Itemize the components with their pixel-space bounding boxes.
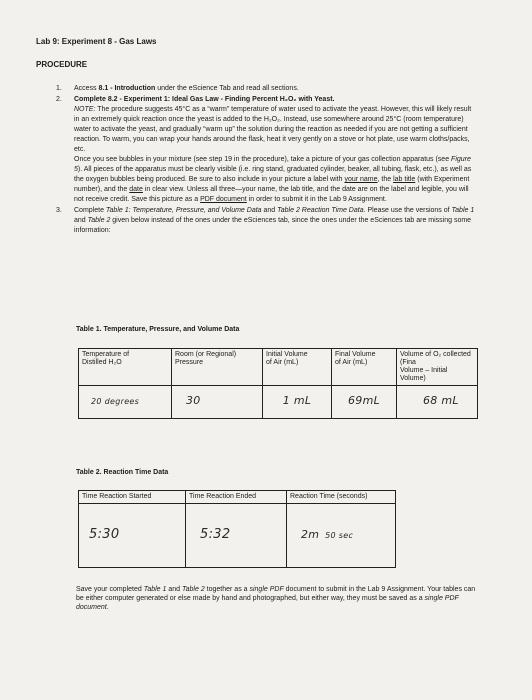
step-number: 1. <box>56 85 62 92</box>
table1-header-cell: Final Volume of Air (mL) <box>332 349 397 386</box>
table1-value-cell: 30 <box>172 386 263 419</box>
table1 <box>78 348 478 419</box>
table1-header-cell: Volume of O₂ collected (Fina Volume – Initial Volume) <box>397 349 478 386</box>
table1-caption: Table 1. Temperature, Pressure, and Volume Data <box>76 326 240 333</box>
table1-header-cell: Room (or Regional) Pressure <box>172 349 263 386</box>
step-text: Access 8.1 - Introduction under the eScience Tab and read all sections. <box>74 85 299 92</box>
table2-value-cell: 2m 50 sec <box>287 504 396 568</box>
table2-value-cell: 5:30 <box>79 504 186 568</box>
procedure-list <box>56 84 476 237</box>
table2-caption: Table 2. Reaction Time Data <box>76 469 169 476</box>
table1-header-cell: Temperature of Distilled H₂O <box>79 349 172 386</box>
procedure-step-2 <box>56 95 476 205</box>
table2 <box>78 490 396 568</box>
step-heading: Complete 8.2 - Experiment 1: Ideal Gas Law - Finding Percent H₂O₂ with Yeast. <box>74 96 335 103</box>
step-text: Complete Table 1: Temperature, Pressure, and Volume Data and Table 2 Reaction Time Data. Please use the versions of Table 1 and Table 2 given below instead of the ones under the eSciences tab, since the ones under the eSciences tab are missing some information: <box>74 207 475 234</box>
table1-value-cell: 20 degrees <box>79 386 172 419</box>
table2-value-row <box>79 504 396 568</box>
section-heading: PROCEDURE <box>36 60 88 69</box>
step-note: NOTE: The procedure suggests 45°C as a “warm” temperature of water used to activate the yeast. However, this will likely result in an extremely quick reaction once the yeast is added to the H₂O₂. Instead, use somewhere around 25°C (room temperature) water to activate the yeast, and gradually “warm up” the solution during the reaction as needed if you are not getting a sufficient reaction. To warm, you can wrap your hands around the flask, heat it very gently on a stove or hot plate, use warm cloths/packs, etc. <box>74 106 472 153</box>
table1-header-cell: Initial Volume of Air (mL) <box>263 349 332 386</box>
step-number: 2. <box>56 96 62 103</box>
procedure-step-1 <box>56 84 476 94</box>
table2-header-cell: Time Reaction Started <box>79 491 186 504</box>
lab-title: Lab 9: Experiment 8 - Gas Laws <box>36 37 157 46</box>
table1-header-row <box>79 349 478 386</box>
step-photo-instructions: Once you see bubbles in your mixture (see step 19 in the procedure), take a picture of your gas collection apparatus (see Figure 5). All pieces of the apparatus must be clearly visible (i.e. ring stand, graduated cylinder, beaker, all tubing, flask, etc.), as well as the oxygen bubbles being produced. Be sure to also include in your picture a label with your name, the lab title (with Experiment number), and the date in clear view. Unless all three—your name, the lab title, and the date are on the label and legible, you will not receive credit. Save this picture as a PDF document in order to submit it in the Lab 9 Assignment. <box>74 156 472 203</box>
table1-value-row <box>79 386 478 419</box>
table2-value-cell: 5:32 <box>186 504 287 568</box>
save-instructions: Save your completed Table 1 and Table 2 together as a single PDF document to submit in the Lab 9 Assignment. Your tables can be either computer generated or else made by hand and photographed, but either way, they must be saved as a single PDF document. <box>76 586 476 611</box>
procedure-step-3 <box>56 206 476 236</box>
table2-header-cell: Time Reaction Ended <box>186 491 287 504</box>
table1-value-cell: 69mL <box>332 386 397 419</box>
table2-header-row <box>79 491 396 504</box>
table2-header-cell: Reaction Time (seconds) <box>287 491 396 504</box>
table1-value-cell: 68 mL <box>397 386 478 419</box>
table1-value-cell: 1 mL <box>263 386 332 419</box>
step-number: 3. <box>56 207 62 214</box>
